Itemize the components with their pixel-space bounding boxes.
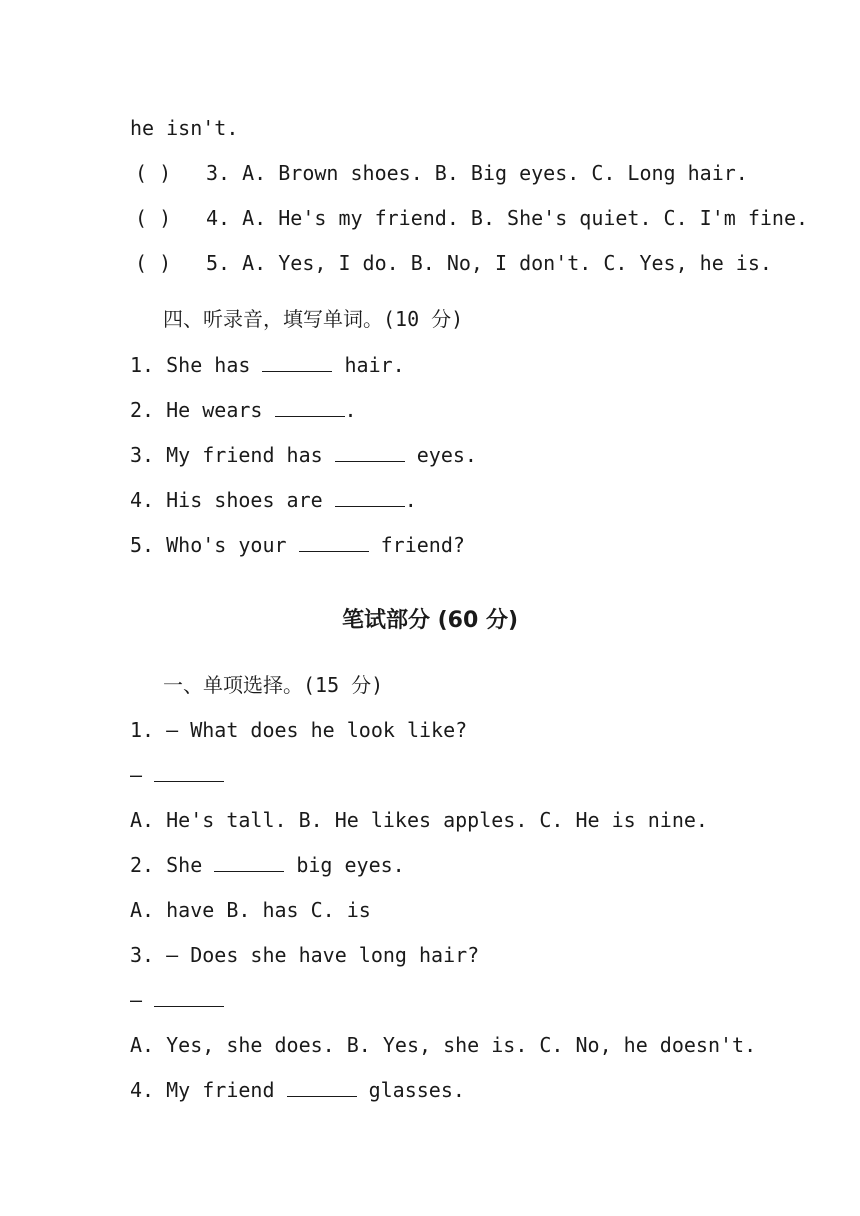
answer-blank: [335, 446, 405, 462]
answer-dash: —: [130, 763, 155, 787]
written-part-heading: 笔试部分 (60 分): [341, 608, 519, 633]
choice-text: 4. A. He's my friend. B. She's quiet. C. I'm fine.: [206, 206, 809, 230]
fill-item-text: 5. Who's your: [130, 533, 299, 557]
fill-item: [130, 398, 357, 422]
choice-text: 3. A. Brown shoes. B. Big eyes. C. Long hair.: [206, 161, 748, 185]
fill-item-text: .: [344, 398, 357, 422]
fill-item-text: friend?: [368, 533, 465, 557]
fill-item-text: eyes.: [404, 443, 477, 467]
fill-item-text: 2. He wears: [130, 398, 275, 422]
question: [130, 853, 405, 877]
answer-blank: [154, 766, 224, 782]
section-title: 一、单项选择。(15 分): [163, 673, 384, 697]
choice-text: 5. A. Yes, I do. B. No, I don't. C. Yes, he is.: [206, 251, 772, 275]
answer-line: [130, 763, 224, 787]
options: A. Yes, she does. B. Yes, she is. C. No, he doesn't.: [130, 1033, 757, 1057]
fill-item-text: 4. His shoes are: [130, 488, 335, 512]
fill-item: [130, 443, 477, 467]
answer-paren: ( ): [135, 206, 172, 230]
section-title: 四、听录音，填写单词。(10 分): [163, 307, 464, 331]
answer-blank: [275, 401, 345, 417]
answer-blank: [262, 356, 332, 372]
options: A. have B. has C. is: [130, 898, 371, 922]
fill-item-text: hair.: [332, 353, 405, 377]
question-text: glasses.: [356, 1078, 465, 1102]
question: 1. — What does he look like?: [130, 718, 468, 742]
answer-blank: [299, 536, 369, 552]
question: [130, 1078, 465, 1102]
answer-paren: ( ): [135, 161, 172, 185]
answer-dash: —: [130, 988, 155, 1012]
fill-item: [130, 488, 417, 512]
fill-item-text: 1. She has: [130, 353, 263, 377]
continuation-text: he isn't.: [130, 116, 239, 140]
question-text: big eyes.: [284, 853, 405, 877]
answer-blank: [287, 1081, 357, 1097]
answer-line: [130, 988, 224, 1012]
fill-item: [130, 353, 405, 377]
fill-item-text: .: [404, 488, 417, 512]
answer-paren: ( ): [135, 251, 172, 275]
options: A. He's tall. B. He likes apples. C. He is nine.: [130, 808, 708, 832]
answer-blank: [154, 991, 224, 1007]
fill-item-text: 3. My friend has: [130, 443, 335, 467]
question: 3. — Does she have long hair?: [130, 943, 480, 967]
answer-blank: [214, 856, 284, 872]
answer-blank: [335, 491, 405, 507]
fill-item: [130, 533, 465, 557]
question-text: 4. My friend: [130, 1078, 287, 1102]
question-text: 2. She: [130, 853, 215, 877]
